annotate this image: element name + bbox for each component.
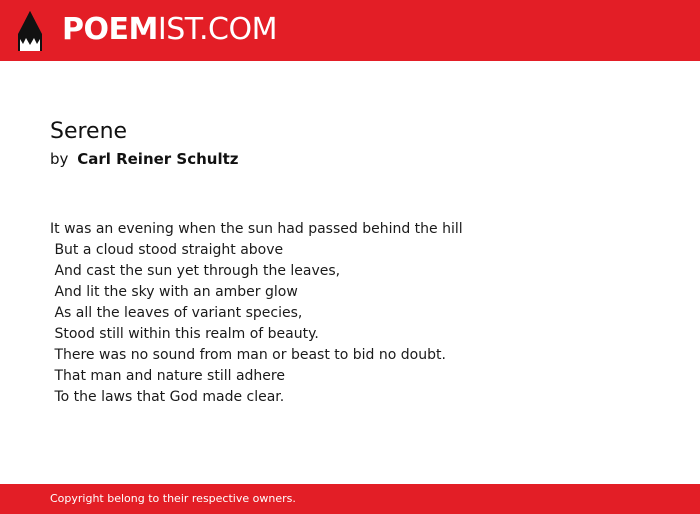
poem-title: Serene [50,119,128,144]
poem-line: To the laws that God made clear. [50,389,285,405]
copyright-notice: Copyright belong to their respective owners. [50,492,296,505]
logo-light-text: IST.COM [157,12,277,47]
poem-body [50,219,670,408]
header-bar [0,0,700,61]
poem-line: But a cloud stood straight above [50,242,284,258]
poem-line: And lit the sky with an amber glow [50,284,298,300]
site-logo[interactable] [62,12,277,48]
poem-line: It was an evening when the sun had passed behind the hill [50,221,463,237]
poem-line: That man and nature still adhere [50,368,285,384]
logo-bold-text: POEM [62,12,158,47]
author-name: Carl Reiner Schultz [77,150,239,168]
poem-line: There was no sound from man or beast to bid no doubt. [50,347,446,363]
by-label: by [50,150,69,168]
poem-line: As all the leaves of variant species, [50,305,303,321]
byline [50,149,239,169]
poem-line: Stood still within this realm of beauty. [50,326,319,342]
pencil-icon[interactable] [17,10,43,52]
footer-bar [0,484,700,514]
poem-line: And cast the sun yet through the leaves, [50,263,341,279]
